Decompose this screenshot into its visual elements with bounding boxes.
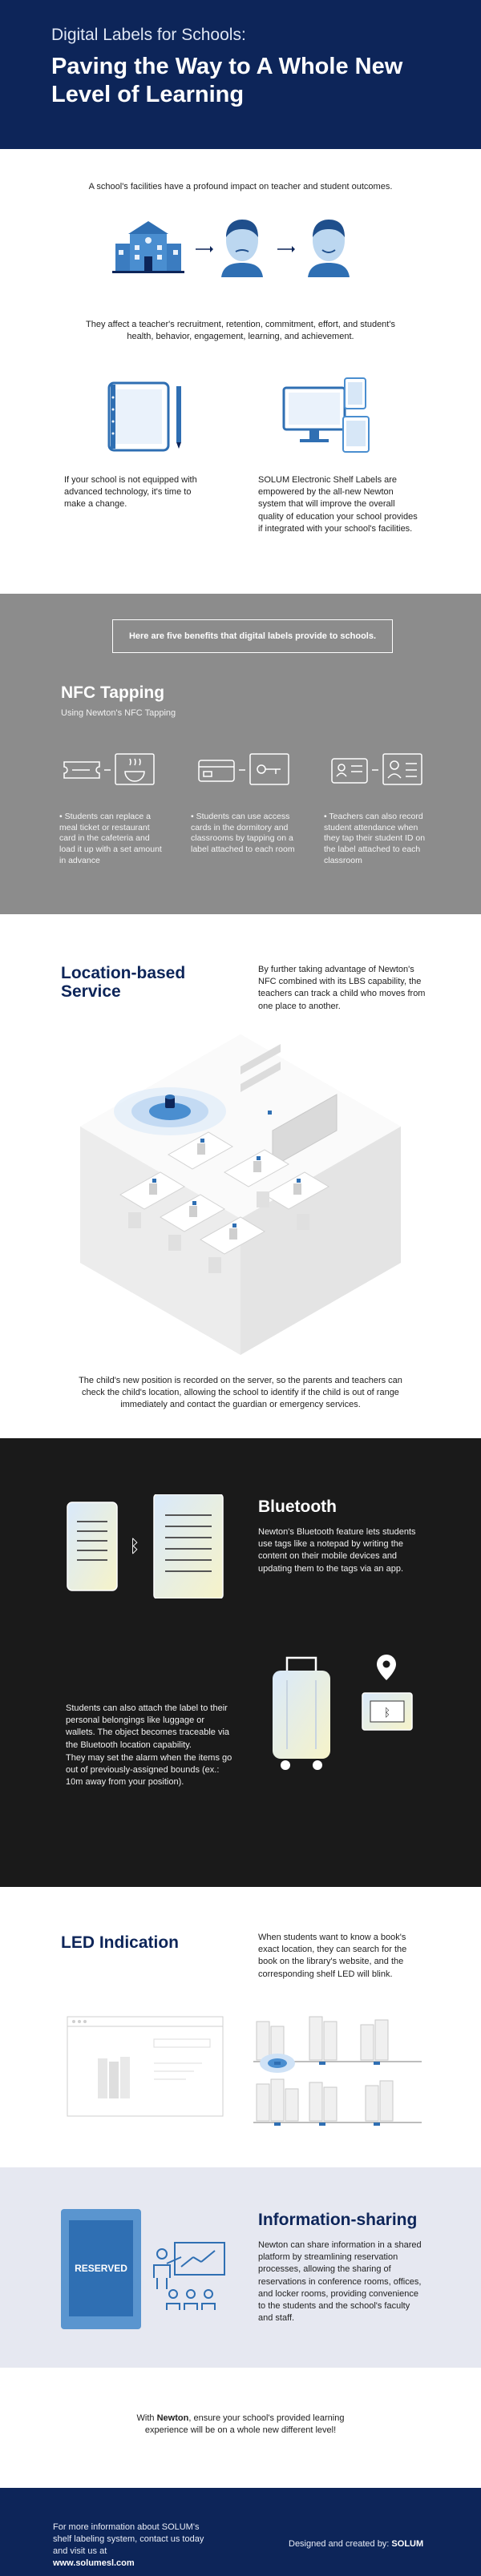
bluetooth-section [0, 1438, 481, 1887]
location-text: By further taking advantage of Newton's NFC combined with its LBS capability, the teachers can track a child who moves from one place to another. [258, 965, 426, 1011]
led-title: LED Indication [61, 1933, 179, 1952]
info-sharing-section [0, 2167, 481, 2368]
nfc-title: NFC Tapping [61, 683, 165, 702]
phone-to-tablet-bluetooth-illustration [66, 1494, 226, 1598]
header-section [0, 0, 481, 149]
library-website-illustration [66, 2015, 226, 2119]
luggage-tracking-illustration [265, 1653, 417, 1773]
benefits-section [0, 594, 481, 914]
stressed-head-icon [216, 216, 268, 277]
benefit-item-attendance: • Teachers can also record student attendance when they tap their student ID on the label attached to each classroom [324, 812, 426, 865]
footer-credit: Designed and created by: SOLUM [289, 2539, 424, 2549]
footer-info-text: For more information about SOLUM's shelf labeling system, contact us today and visit us at www.solumesl.com [53, 2522, 204, 2568]
svg-text:ᛒ: ᛒ [383, 1707, 391, 1719]
closing-text: With Newton, ensure your school's provided learning experience will be on a whole new different level! [136, 2413, 345, 2435]
footer-section [0, 2488, 481, 2576]
led-text: When students want to know a book's exact location, they can search for the book on the library's website, and the corresponding shelf LED will blink. [258, 1933, 407, 1979]
happy-head-icon [303, 216, 354, 277]
closing-section [0, 2368, 481, 2488]
nfc-subtitle: Using Newton's NFC Tapping [61, 708, 176, 718]
solum-esl-text: SOLUM Electronic Shelf Labels are empowered by the all-new Newton system that will improve the overall quality of education your school provides if integrated with your school's facilities. [258, 475, 418, 534]
meal-ticket-icon [63, 752, 156, 786]
reserved-tag [61, 2209, 141, 2329]
info-title: Information-sharing [258, 2211, 418, 2229]
header-title: Paving the Way to A Whole New Level of Learning [51, 54, 403, 108]
solum-brand: SOLUM [391, 2539, 424, 2549]
no-technology-text: If your school is not equipped with advanced technology, it's time to make a change. [64, 475, 197, 510]
tablet-notepad-icon [107, 381, 188, 454]
shelf-led-illustration [253, 2006, 422, 2134]
affect-text: They affect a teacher's recruitment, retention, commitment, effort, and student's health, behavior, engagement, learning, and achievement. [86, 320, 395, 341]
led-section [0, 1887, 481, 2167]
isometric-classroom-illustration [72, 1034, 409, 1355]
access-card-icon [197, 752, 290, 786]
benefit-item-meal: • Students can replace a meal ticket or restaurant card in the cafeteria and load it up with a set amount in advance [59, 812, 162, 865]
arrow-right-icon [277, 246, 295, 252]
bluetooth-text: Newton's Bluetooth feature lets students use tags like a notepad by writing the content on their mobile devices and updating them to the tags via an app. [258, 1527, 416, 1574]
bluetooth-luggage-text: Students can also attach the label to their personal belongings like luggage or wallets. The object becomes traceable via the Bluetooth location capability. [66, 1703, 230, 1750]
benefit-item-access: • Students can use access cards in the dormitory and classrooms by tapping on a label attached to each room [191, 812, 295, 854]
school-building-icon [112, 220, 184, 274]
intro-section [0, 149, 481, 594]
bluetooth-alarm-text: They may set the alarm when the items go out of previously-assigned bounds (ex.: 10m away from your position). [66, 1753, 232, 1788]
arrow-right-icon [196, 246, 213, 252]
location-title: Location-based Service [61, 964, 186, 1002]
solum-website-link[interactable]: www.solumesl.com [53, 2558, 135, 2568]
bluetooth-title: Bluetooth [258, 1498, 337, 1516]
svg-text:ᛒ: ᛒ [129, 1537, 140, 1557]
newton-brand: Newton [156, 2413, 189, 2423]
benefits-banner: Here are five benefits that digital labels provide to schools. [112, 619, 393, 653]
monitor-tablet-icon [282, 375, 370, 455]
location-section [0, 914, 481, 1438]
student-id-icon [330, 752, 423, 786]
impact-text: A school's facilities have a profound impact on teacher and student outcomes. [88, 182, 393, 191]
presentation-meeting-icon [149, 2239, 229, 2312]
location-bottom-text: The child's new position is recorded on the server, so the parents and teachers can check the child's location, allowing the school to identify if the child is out of range immediately and contact the guardian or emergency services. [79, 1376, 402, 1409]
info-text: Newton can share information in a shared platform by streamlining reservation processes, allowing the sharing of reservations in conference rooms, offices, and locker rooms, providing convenience to the students and the school's faculty and staff. [258, 2240, 422, 2324]
reserved-tag-label: RESERVED [69, 2220, 133, 2316]
header-subtitle: Digital Labels for Schools: [51, 26, 246, 44]
